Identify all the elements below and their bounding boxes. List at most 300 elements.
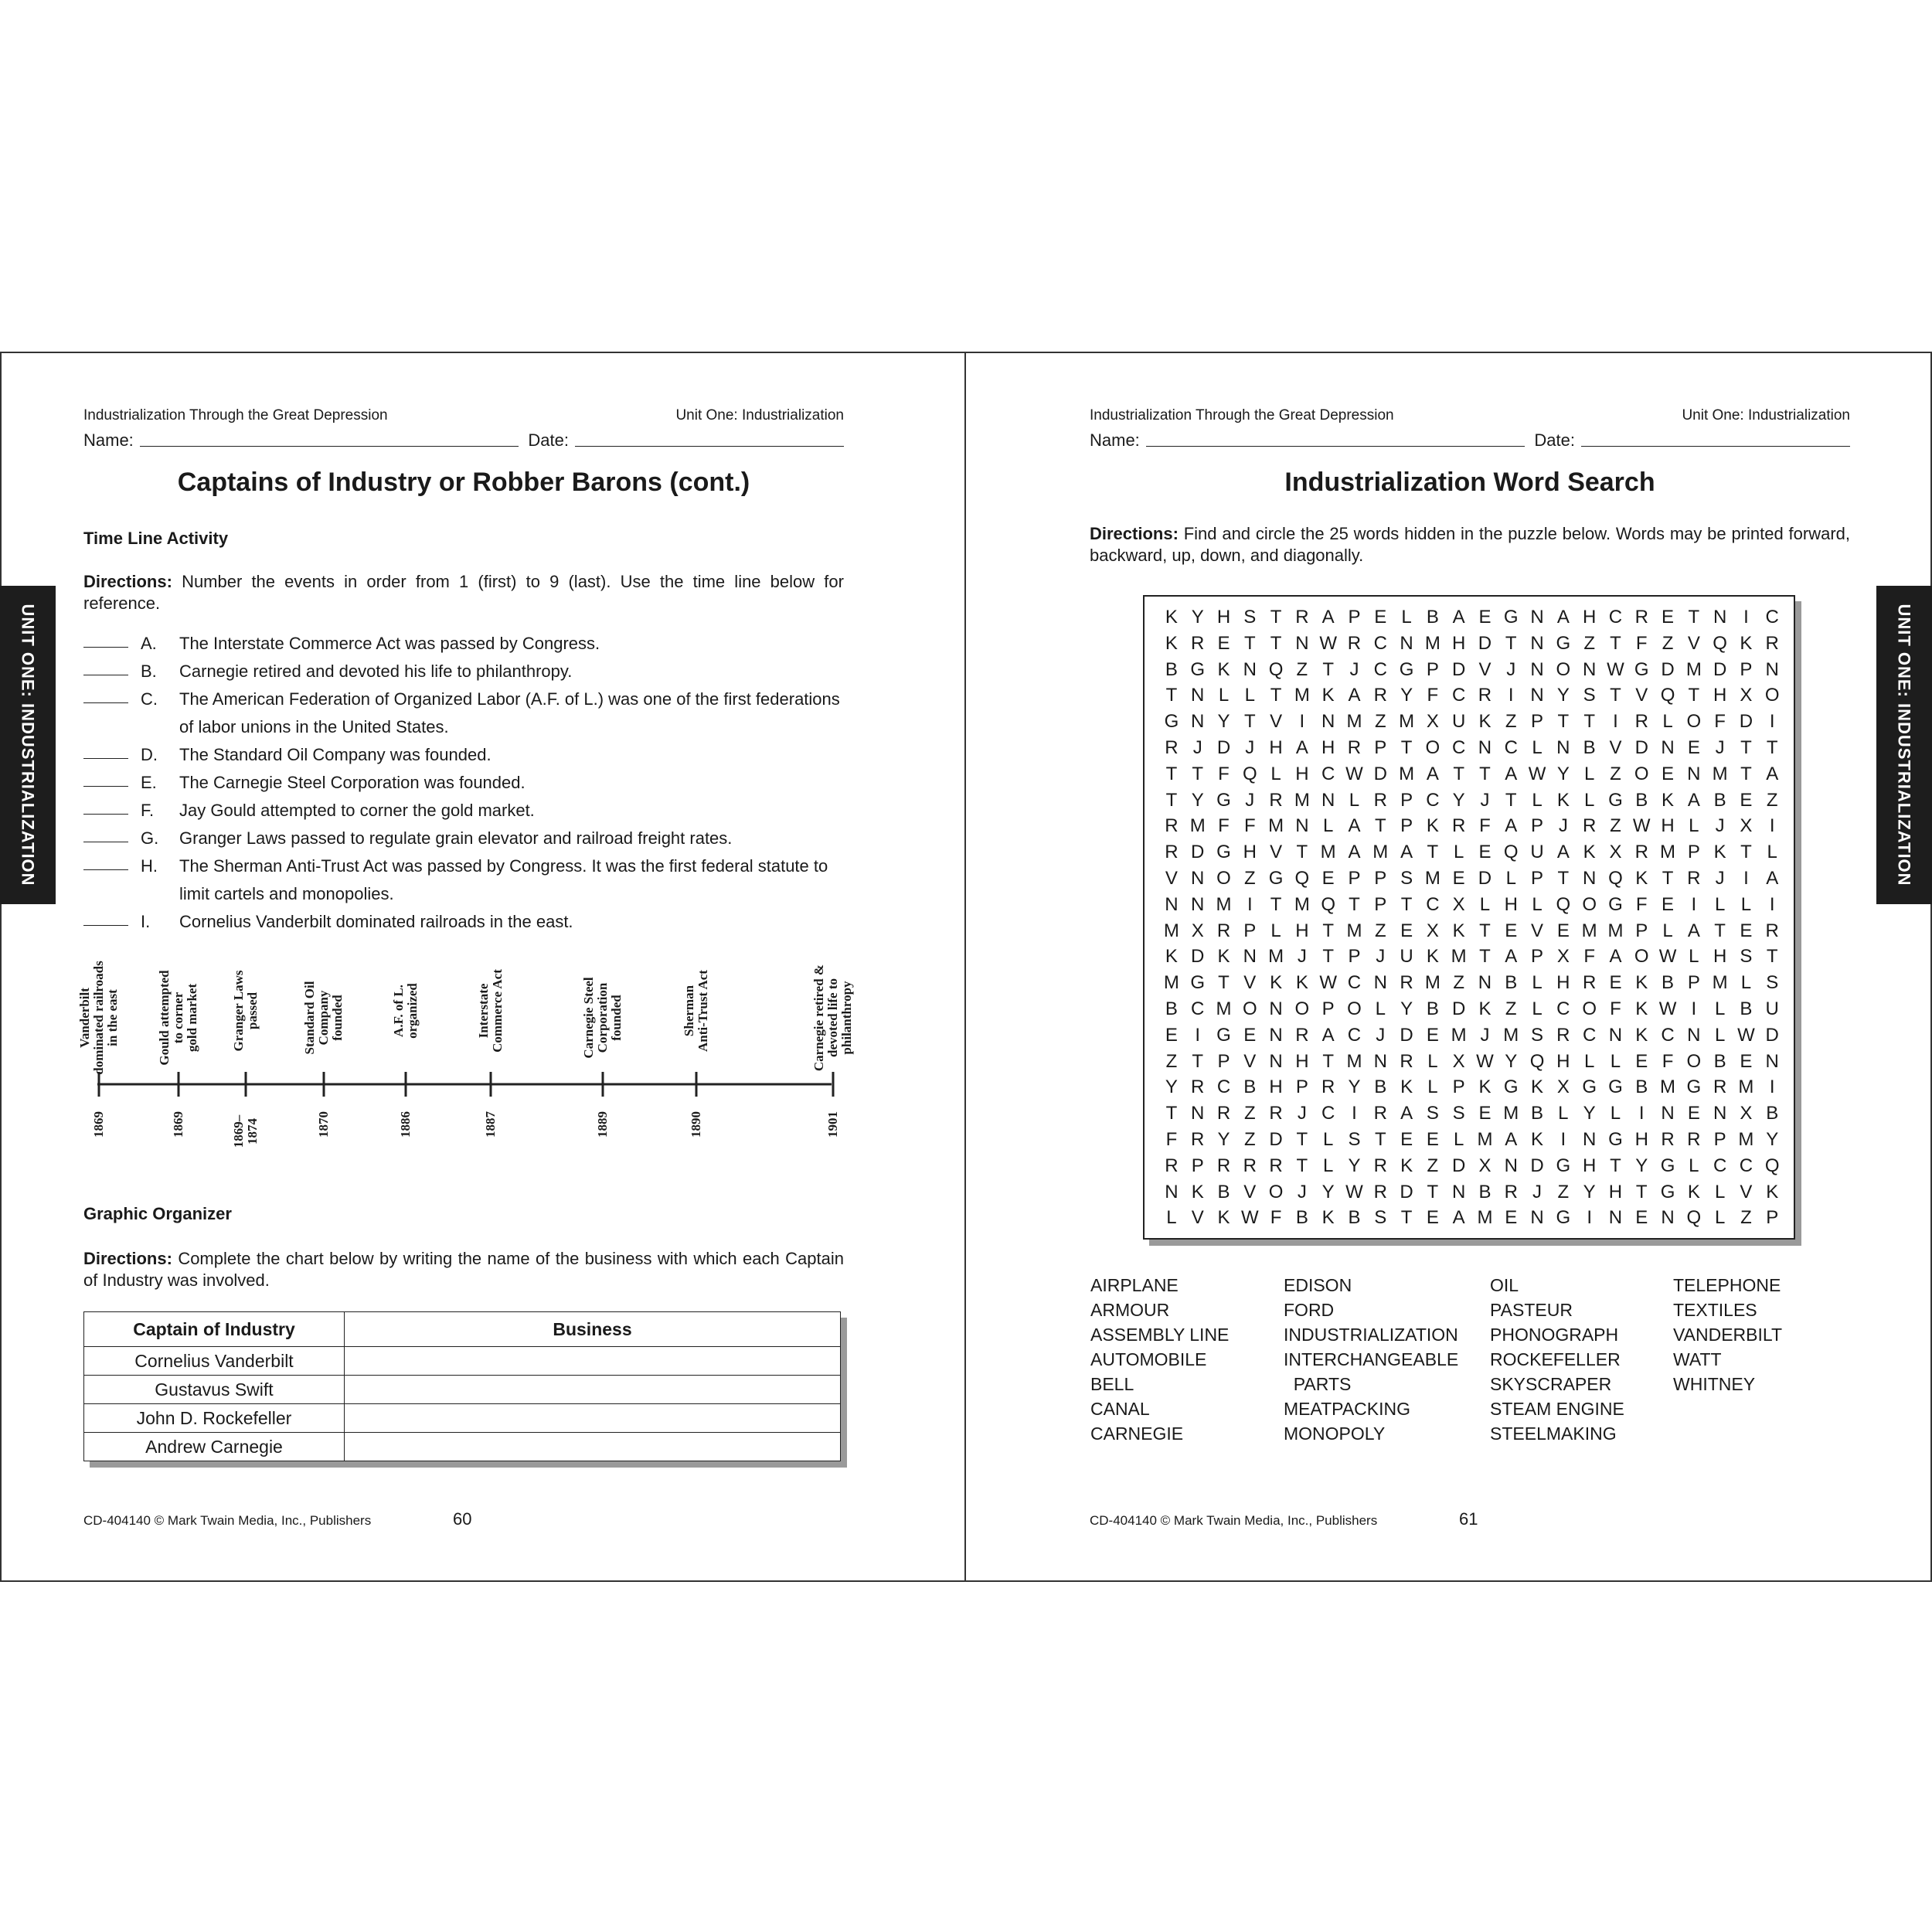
grid-letter[interactable]: T bbox=[1322, 920, 1335, 941]
grid-letter[interactable]: F bbox=[1635, 893, 1648, 915]
grid-letter[interactable]: N bbox=[1478, 972, 1492, 994]
grid-letter[interactable]: Q bbox=[1268, 658, 1284, 680]
grid-letter[interactable]: Q bbox=[1242, 763, 1257, 784]
grid-letter[interactable]: X bbox=[1740, 815, 1753, 837]
grid-letter[interactable]: I bbox=[1587, 1207, 1592, 1229]
grid-letter[interactable]: F bbox=[1243, 815, 1256, 837]
grid-letter[interactable]: T bbox=[1322, 658, 1335, 680]
grid-letter[interactable]: R bbox=[1765, 632, 1779, 654]
grid-letter[interactable]: T bbox=[1165, 789, 1178, 811]
grid-letter[interactable]: V bbox=[1243, 972, 1257, 994]
grid-letter[interactable]: Z bbox=[1583, 632, 1595, 654]
grid-letter[interactable]: P bbox=[1374, 737, 1387, 758]
grid-letter[interactable]: L bbox=[1479, 893, 1491, 915]
grid-letter[interactable]: E bbox=[1687, 1103, 1700, 1124]
grid-letter[interactable]: C bbox=[1713, 1155, 1727, 1176]
grid-letter[interactable]: L bbox=[1689, 1155, 1699, 1176]
grid-letter[interactable]: L bbox=[1270, 763, 1281, 784]
grid-letter[interactable]: E bbox=[1662, 763, 1675, 784]
grid-letter[interactable]: W bbox=[1737, 1024, 1755, 1046]
grid-letter[interactable]: R bbox=[1191, 1077, 1205, 1098]
grid-letter[interactable]: Z bbox=[1662, 632, 1674, 654]
grid-letter[interactable]: H bbox=[1451, 632, 1466, 654]
grid-letter[interactable]: R bbox=[1243, 1155, 1257, 1176]
grid-letter[interactable]: C bbox=[1765, 607, 1779, 628]
grid-letter[interactable]: F bbox=[1479, 815, 1491, 837]
grid-letter[interactable]: M bbox=[1424, 632, 1440, 654]
grid-letter[interactable]: T bbox=[1688, 685, 1700, 706]
grid-letter[interactable]: E bbox=[1609, 972, 1622, 994]
grid-letter[interactable]: L bbox=[1583, 1050, 1595, 1072]
grid-letter[interactable]: K bbox=[1400, 1077, 1413, 1098]
grid-letter[interactable]: D bbox=[1451, 1155, 1466, 1176]
grid-letter[interactable]: A bbox=[1452, 607, 1465, 628]
grid-letter[interactable]: M bbox=[1346, 1050, 1362, 1072]
grid-letter[interactable]: R bbox=[1191, 1129, 1205, 1150]
grid-letter[interactable]: X bbox=[1452, 893, 1465, 915]
grid-letter[interactable]: B bbox=[1635, 1077, 1648, 1098]
grid-letter[interactable]: D bbox=[1530, 1155, 1544, 1176]
grid-letter[interactable]: A bbox=[1452, 1207, 1465, 1229]
grid-letter[interactable]: K bbox=[1165, 607, 1178, 628]
grid-letter[interactable]: C bbox=[1347, 1024, 1362, 1046]
grid-letter[interactable]: N bbox=[1321, 711, 1335, 733]
grid-letter[interactable]: G bbox=[1582, 1077, 1597, 1098]
grid-letter[interactable]: Z bbox=[1243, 1103, 1256, 1124]
grid-letter[interactable]: L bbox=[1583, 763, 1595, 784]
grid-letter[interactable]: L bbox=[1740, 893, 1752, 915]
grid-letter[interactable]: N bbox=[1713, 1103, 1727, 1124]
grid-letter[interactable]: L bbox=[1505, 868, 1516, 889]
grid-letter[interactable]: D bbox=[1373, 763, 1387, 784]
grid-letter[interactable]: T bbox=[1740, 763, 1752, 784]
grid-letter[interactable]: K bbox=[1740, 632, 1753, 654]
grid-letter[interactable]: P bbox=[1766, 1207, 1779, 1229]
grid-letter[interactable]: D bbox=[1400, 1024, 1413, 1046]
grid-letter[interactable]: V bbox=[1191, 1207, 1204, 1229]
grid-letter[interactable]: L bbox=[1166, 1207, 1177, 1229]
grid-letter[interactable]: Y bbox=[1505, 1050, 1518, 1072]
grid-letter[interactable]: P bbox=[1531, 815, 1544, 837]
grid-letter[interactable]: E bbox=[1400, 920, 1413, 941]
grid-letter[interactable]: B bbox=[1478, 1181, 1492, 1202]
grid-letter[interactable]: R bbox=[1216, 920, 1231, 941]
grid-letter[interactable]: R bbox=[1269, 1155, 1283, 1176]
grid-letter[interactable]: V bbox=[1165, 868, 1178, 889]
grid-letter[interactable]: N bbox=[1400, 632, 1413, 654]
grid-letter[interactable]: T bbox=[1374, 815, 1386, 837]
grid-letter[interactable]: B bbox=[1740, 998, 1753, 1019]
grid-letter[interactable]: A bbox=[1505, 1129, 1518, 1150]
date-field[interactable] bbox=[1581, 445, 1850, 447]
grid-letter[interactable]: Q bbox=[1764, 1155, 1780, 1176]
grid-letter[interactable]: H bbox=[1713, 946, 1727, 968]
grid-letter[interactable]: T bbox=[1505, 789, 1517, 811]
grid-letter[interactable]: B bbox=[1583, 737, 1596, 758]
grid-letter[interactable]: M bbox=[1581, 920, 1597, 941]
grid-letter[interactable]: G bbox=[1686, 1077, 1702, 1098]
grid-letter[interactable]: O bbox=[1425, 737, 1440, 758]
grid-letter[interactable]: A bbox=[1348, 842, 1361, 863]
grid-letter[interactable]: G bbox=[1216, 1024, 1231, 1046]
grid-letter[interactable]: T bbox=[1296, 1129, 1308, 1150]
grid-letter[interactable]: B bbox=[1505, 972, 1518, 994]
grid-letter[interactable]: T bbox=[1400, 1207, 1413, 1229]
grid-letter[interactable]: V bbox=[1243, 1181, 1257, 1202]
grid-letter[interactable]: N bbox=[1165, 1181, 1179, 1202]
grid-letter[interactable]: G bbox=[1608, 1129, 1623, 1150]
grid-letter[interactable]: N bbox=[1530, 632, 1544, 654]
grid-letter[interactable]: H bbox=[1713, 685, 1727, 706]
grid-letter[interactable]: L bbox=[1427, 1077, 1438, 1098]
grid-letter[interactable]: O bbox=[1764, 685, 1780, 706]
grid-letter[interactable]: A bbox=[1687, 789, 1700, 811]
grid-letter[interactable]: C bbox=[1556, 998, 1570, 1019]
grid-letter[interactable]: X bbox=[1191, 920, 1204, 941]
grid-letter[interactable]: I bbox=[1769, 1077, 1775, 1098]
grid-letter[interactable]: T bbox=[1400, 893, 1413, 915]
grid-letter[interactable]: K bbox=[1295, 972, 1308, 994]
grid-letter[interactable]: R bbox=[1165, 815, 1179, 837]
grid-letter[interactable]: L bbox=[1767, 842, 1777, 863]
grid-letter[interactable]: P bbox=[1374, 893, 1387, 915]
grid-letter[interactable]: B bbox=[1374, 1077, 1387, 1098]
grid-letter[interactable]: Y bbox=[1400, 685, 1413, 706]
grid-letter[interactable]: T bbox=[1479, 763, 1491, 784]
grid-letter[interactable]: W bbox=[1607, 658, 1624, 680]
grid-letter[interactable]: F bbox=[1714, 711, 1726, 733]
grid-letter[interactable]: R bbox=[1321, 1077, 1335, 1098]
grid-letter[interactable]: Y bbox=[1217, 711, 1230, 733]
grid-letter[interactable]: M bbox=[1712, 972, 1728, 994]
grid-letter[interactable]: L bbox=[1689, 946, 1699, 968]
grid-letter[interactable]: R bbox=[1165, 737, 1179, 758]
grid-letter[interactable]: N bbox=[1373, 1050, 1387, 1072]
grid-letter[interactable]: B bbox=[1713, 789, 1726, 811]
grid-letter[interactable]: V bbox=[1635, 685, 1648, 706]
grid-letter[interactable]: M bbox=[1660, 1077, 1676, 1098]
grid-letter[interactable]: L bbox=[1244, 685, 1255, 706]
grid-letter[interactable]: T bbox=[1635, 1181, 1648, 1202]
grid-letter[interactable]: P bbox=[1687, 842, 1700, 863]
grid-letter[interactable]: N bbox=[1478, 737, 1492, 758]
grid-letter[interactable]: R bbox=[1765, 920, 1779, 941]
grid-letter[interactable]: M bbox=[1346, 711, 1362, 733]
grid-letter[interactable]: E bbox=[1452, 868, 1465, 889]
grid-letter[interactable]: T bbox=[1270, 685, 1282, 706]
grid-letter[interactable]: Y bbox=[1217, 1129, 1230, 1150]
grid-letter[interactable]: Z bbox=[1766, 789, 1778, 811]
grid-letter[interactable]: I bbox=[1769, 711, 1775, 733]
grid-letter[interactable]: R bbox=[1687, 1129, 1701, 1150]
grid-letter[interactable]: R bbox=[1582, 815, 1597, 837]
grid-letter[interactable]: Z bbox=[1243, 868, 1256, 889]
grid-letter[interactable]: A bbox=[1609, 946, 1622, 968]
grid-letter[interactable]: A bbox=[1556, 607, 1570, 628]
grid-letter[interactable]: N bbox=[1713, 607, 1727, 628]
grid-letter[interactable]: A bbox=[1766, 868, 1779, 889]
grid-letter[interactable]: Z bbox=[1374, 920, 1386, 941]
grid-letter[interactable]: L bbox=[1689, 815, 1699, 837]
grid-letter[interactable]: Y bbox=[1452, 789, 1465, 811]
grid-letter[interactable]: T bbox=[1243, 711, 1256, 733]
grid-letter[interactable]: E bbox=[1426, 1207, 1439, 1229]
grid-letter[interactable]: T bbox=[1296, 1155, 1308, 1176]
grid-letter[interactable]: P bbox=[1295, 1077, 1308, 1098]
grid-letter[interactable]: P bbox=[1348, 946, 1361, 968]
grid-letter[interactable]: X bbox=[1426, 920, 1439, 941]
grid-letter[interactable]: T bbox=[1270, 607, 1282, 628]
grid-letter[interactable]: K bbox=[1635, 972, 1648, 994]
grid-letter[interactable]: D bbox=[1191, 946, 1205, 968]
grid-letter[interactable]: A bbox=[1400, 1103, 1413, 1124]
grid-letter[interactable]: R bbox=[1556, 1024, 1570, 1046]
grid-letter[interactable]: G bbox=[1556, 1207, 1571, 1229]
grid-letter[interactable]: S bbox=[1426, 1103, 1439, 1124]
grid-letter[interactable]: T bbox=[1243, 632, 1256, 654]
grid-letter[interactable]: T bbox=[1766, 946, 1778, 968]
grid-letter[interactable]: Q bbox=[1608, 868, 1623, 889]
grid-letter[interactable]: V bbox=[1687, 632, 1700, 654]
grid-letter[interactable]: T bbox=[1453, 763, 1464, 784]
grid-letter[interactable]: A bbox=[1505, 763, 1518, 784]
grid-letter[interactable]: N bbox=[1765, 1050, 1779, 1072]
grid-letter[interactable]: W bbox=[1319, 972, 1337, 994]
grid-letter[interactable]: M bbox=[1294, 893, 1310, 915]
grid-letter[interactable]: Q bbox=[1321, 893, 1336, 915]
grid-letter[interactable]: H bbox=[1243, 842, 1257, 863]
grid-letter[interactable]: U bbox=[1451, 711, 1466, 733]
grid-letter[interactable]: R bbox=[1373, 1103, 1387, 1124]
grid-letter[interactable]: B bbox=[1662, 972, 1675, 994]
grid-letter[interactable]: L bbox=[1583, 789, 1595, 811]
grid-letter[interactable]: I bbox=[1247, 893, 1253, 915]
grid-letter[interactable]: J bbox=[1506, 658, 1516, 680]
grid-letter[interactable]: C bbox=[1582, 1024, 1597, 1046]
grid-letter[interactable]: K bbox=[1478, 998, 1492, 1019]
word-search-grid[interactable] bbox=[1143, 595, 1795, 1240]
grid-letter[interactable]: M bbox=[1268, 946, 1284, 968]
grid-letter[interactable]: I bbox=[1195, 1024, 1201, 1046]
grid-letter[interactable]: H bbox=[1216, 607, 1231, 628]
grid-letter[interactable]: D bbox=[1451, 998, 1466, 1019]
grid-letter[interactable]: G bbox=[1190, 972, 1206, 994]
grid-letter[interactable]: H bbox=[1295, 1050, 1309, 1072]
grid-letter[interactable]: G bbox=[1399, 658, 1414, 680]
grid-letter[interactable]: N bbox=[1373, 972, 1387, 994]
grid-letter[interactable]: N bbox=[1165, 893, 1179, 915]
grid-letter[interactable]: A bbox=[1426, 763, 1439, 784]
grid-letter[interactable]: I bbox=[1560, 1129, 1566, 1150]
grid-letter[interactable]: N bbox=[1191, 893, 1205, 915]
grid-letter[interactable]: A bbox=[1556, 842, 1570, 863]
grid-letter[interactable]: Y bbox=[1165, 1077, 1178, 1098]
grid-letter[interactable]: P bbox=[1635, 920, 1648, 941]
grid-letter[interactable]: C bbox=[1373, 658, 1387, 680]
grid-letter[interactable]: E bbox=[1662, 893, 1675, 915]
grid-letter[interactable]: K bbox=[1452, 920, 1465, 941]
grid-letter[interactable]: W bbox=[1345, 1181, 1363, 1202]
grid-letter[interactable]: J bbox=[1715, 868, 1725, 889]
grid-letter[interactable]: K bbox=[1217, 1207, 1230, 1229]
grid-letter[interactable]: T bbox=[1505, 632, 1517, 654]
grid-letter[interactable]: A bbox=[1348, 815, 1361, 837]
grid-letter[interactable]: N bbox=[1504, 1155, 1518, 1176]
grid-letter[interactable]: L bbox=[1740, 972, 1752, 994]
grid-letter[interactable]: H bbox=[1582, 1155, 1597, 1176]
grid-letter[interactable]: S bbox=[1374, 1207, 1387, 1229]
grid-letter[interactable]: N bbox=[1556, 737, 1570, 758]
grid-letter[interactable]: Y bbox=[1556, 685, 1570, 706]
grid-letter[interactable]: K bbox=[1270, 972, 1283, 994]
grid-letter[interactable]: N bbox=[1687, 1024, 1701, 1046]
grid-letter[interactable]: K bbox=[1531, 1129, 1544, 1150]
grid-letter[interactable]: W bbox=[1476, 1050, 1494, 1072]
grid-letter[interactable]: I bbox=[1743, 607, 1749, 628]
grid-letter[interactable]: E bbox=[1217, 632, 1230, 654]
grid-letter[interactable]: G bbox=[1268, 868, 1284, 889]
grid-letter[interactable]: R bbox=[1216, 1103, 1231, 1124]
grid-letter[interactable]: E bbox=[1478, 842, 1492, 863]
grid-letter[interactable]: O bbox=[1634, 946, 1649, 968]
grid-letter[interactable]: T bbox=[1610, 685, 1621, 706]
grid-letter[interactable]: Q bbox=[1660, 685, 1675, 706]
grid-letter[interactable]: A bbox=[1766, 763, 1779, 784]
grid-letter[interactable]: F bbox=[1218, 763, 1230, 784]
grid-letter[interactable]: R bbox=[1634, 607, 1648, 628]
grid-letter[interactable]: Z bbox=[1557, 1181, 1570, 1202]
grid-letter[interactable]: R bbox=[1165, 842, 1179, 863]
grid-letter[interactable]: H bbox=[1556, 1050, 1570, 1072]
grid-letter[interactable]: L bbox=[1218, 685, 1230, 706]
grid-letter[interactable]: N bbox=[1269, 1050, 1283, 1072]
grid-letter[interactable]: S bbox=[1583, 685, 1596, 706]
grid-letter[interactable]: O bbox=[1294, 998, 1310, 1019]
grid-letter[interactable]: K bbox=[1766, 1181, 1779, 1202]
grid-letter[interactable]: X bbox=[1740, 685, 1753, 706]
grid-letter[interactable]: N bbox=[1191, 1103, 1205, 1124]
grid-letter[interactable]: Y bbox=[1766, 1129, 1779, 1150]
grid-letter[interactable]: P bbox=[1348, 607, 1361, 628]
grid-letter[interactable]: E bbox=[1740, 920, 1753, 941]
grid-letter[interactable]: L bbox=[1662, 920, 1673, 941]
grid-letter[interactable]: C bbox=[1451, 685, 1466, 706]
grid-letter[interactable]: V bbox=[1740, 1181, 1753, 1202]
grid-letter[interactable]: K bbox=[1478, 1077, 1492, 1098]
grid-letter[interactable]: K bbox=[1531, 1077, 1544, 1098]
grid-letter[interactable]: T bbox=[1192, 763, 1204, 784]
grid-letter[interactable]: C bbox=[1347, 972, 1362, 994]
grid-letter[interactable]: T bbox=[1479, 946, 1491, 968]
grid-letter[interactable]: D bbox=[1269, 1129, 1283, 1150]
grid-letter[interactable]: B bbox=[1165, 998, 1178, 1019]
grid-letter[interactable]: H bbox=[1295, 763, 1309, 784]
grid-letter[interactable]: N bbox=[1451, 1181, 1466, 1202]
grid-letter[interactable]: D bbox=[1634, 737, 1648, 758]
grid-letter[interactable]: H bbox=[1269, 737, 1283, 758]
grid-letter[interactable]: P bbox=[1348, 868, 1361, 889]
grid-letter[interactable]: L bbox=[1323, 815, 1334, 837]
grid-letter[interactable]: Y bbox=[1321, 1181, 1335, 1202]
grid-letter[interactable]: T bbox=[1270, 632, 1282, 654]
grid-letter[interactable]: W bbox=[1658, 998, 1677, 1019]
grid-letter[interactable]: R bbox=[1165, 1155, 1179, 1176]
grid-letter[interactable]: L bbox=[1270, 920, 1281, 941]
grid-letter[interactable]: B bbox=[1713, 1050, 1726, 1072]
grid-letter[interactable]: V bbox=[1243, 1050, 1257, 1072]
grid-letter[interactable]: W bbox=[1528, 763, 1546, 784]
grid-letter[interactable]: N bbox=[1661, 1207, 1675, 1229]
grid-letter[interactable]: F bbox=[1427, 685, 1439, 706]
grid-letter[interactable]: G bbox=[1503, 607, 1519, 628]
grid-letter[interactable]: J bbox=[1480, 1024, 1490, 1046]
grid-letter[interactable]: T bbox=[1349, 893, 1360, 915]
grid-letter[interactable]: Z bbox=[1427, 1155, 1439, 1176]
grid-letter[interactable]: K bbox=[1191, 1181, 1204, 1202]
grid-letter[interactable]: V bbox=[1609, 737, 1622, 758]
grid-letter[interactable]: J bbox=[1558, 815, 1568, 837]
grid-letter[interactable]: N bbox=[1530, 607, 1544, 628]
grid-letter[interactable]: P bbox=[1531, 946, 1544, 968]
grid-letter[interactable]: I bbox=[1769, 893, 1775, 915]
grid-letter[interactable]: F bbox=[1583, 946, 1595, 968]
grid-letter[interactable]: L bbox=[1610, 1103, 1621, 1124]
answer-blank[interactable] bbox=[83, 797, 128, 815]
grid-letter[interactable]: C bbox=[1426, 893, 1440, 915]
grid-letter[interactable]: N bbox=[1191, 711, 1205, 733]
grid-letter[interactable]: T bbox=[1296, 842, 1308, 863]
grid-letter[interactable]: I bbox=[1352, 1103, 1357, 1124]
grid-letter[interactable]: K bbox=[1478, 711, 1492, 733]
grid-letter[interactable]: M bbox=[1503, 1103, 1519, 1124]
grid-letter[interactable]: O bbox=[1582, 998, 1597, 1019]
grid-letter[interactable]: R bbox=[1687, 868, 1701, 889]
grid-letter[interactable]: K bbox=[1635, 998, 1648, 1019]
grid-letter[interactable]: N bbox=[1530, 658, 1544, 680]
grid-letter[interactable]: N bbox=[1608, 1207, 1623, 1229]
date-field[interactable] bbox=[575, 445, 844, 447]
grid-letter[interactable]: J bbox=[1715, 737, 1725, 758]
grid-letter[interactable]: M bbox=[1216, 893, 1232, 915]
grid-letter[interactable]: H bbox=[1504, 893, 1518, 915]
grid-letter[interactable]: H bbox=[1661, 815, 1675, 837]
grid-letter[interactable]: H bbox=[1634, 1129, 1648, 1150]
grid-letter[interactable]: E bbox=[1426, 1129, 1439, 1150]
grid-letter[interactable]: E bbox=[1740, 789, 1753, 811]
grid-letter[interactable]: C bbox=[1191, 998, 1205, 1019]
grid-letter[interactable]: Y bbox=[1348, 1077, 1361, 1098]
grid-letter[interactable]: I bbox=[1299, 711, 1305, 733]
grid-letter[interactable]: T bbox=[1662, 868, 1674, 889]
grid-letter[interactable]: U bbox=[1765, 998, 1779, 1019]
grid-letter[interactable]: L bbox=[1714, 1024, 1726, 1046]
grid-letter[interactable]: O bbox=[1686, 711, 1702, 733]
grid-letter[interactable]: T bbox=[1557, 868, 1570, 889]
grid-letter[interactable]: B bbox=[1426, 998, 1439, 1019]
business-answer-cell[interactable] bbox=[345, 1433, 841, 1461]
grid-letter[interactable]: T bbox=[1740, 737, 1752, 758]
grid-letter[interactable]: O bbox=[1347, 998, 1362, 1019]
grid-letter[interactable]: P bbox=[1531, 868, 1544, 889]
grid-letter[interactable]: T bbox=[1400, 737, 1413, 758]
grid-letter[interactable]: M bbox=[1399, 763, 1415, 784]
grid-letter[interactable]: Y bbox=[1556, 763, 1570, 784]
grid-letter[interactable]: Z bbox=[1610, 763, 1621, 784]
grid-letter[interactable]: M bbox=[1294, 789, 1310, 811]
grid-letter[interactable]: K bbox=[1556, 789, 1570, 811]
grid-letter[interactable]: Z bbox=[1243, 1129, 1256, 1150]
grid-letter[interactable]: D bbox=[1216, 737, 1231, 758]
